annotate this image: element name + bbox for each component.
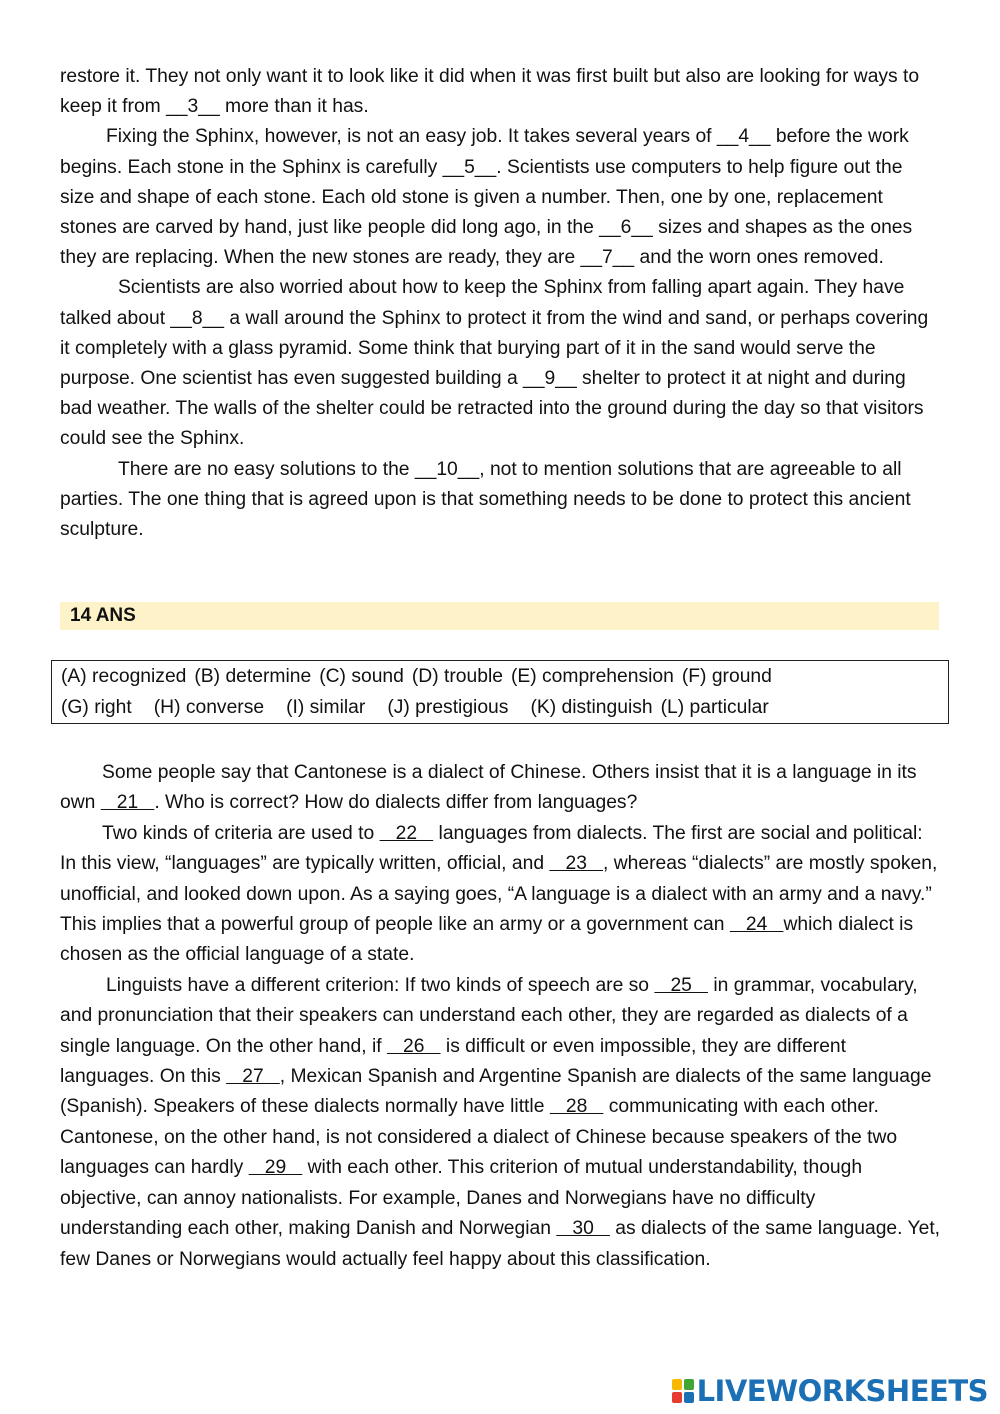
passage-text: Linguists have a different criterion: If two kinds of speech are so: [106, 974, 655, 996]
dialects-paragraph-2: [60, 819, 942, 971]
passage-text: , whereas “dialects” are mostly spoken, unofficial, and looked down upon. As a saying goes, “A language is a dialect with an army and a navy.” This implies that a powerful group of people like an army or a government can: [60, 853, 938, 936]
dialects-paragraph-1: [60, 758, 942, 819]
word-option: (B) determine: [194, 666, 312, 687]
blank-30[interactable]: 30: [556, 1218, 610, 1240]
blank-23[interactable]: 23: [549, 853, 604, 875]
word-option: (F) ground: [681, 666, 772, 687]
passage-paragraph-4: There are no easy solutions to the __10__, not to mention solutions that are agreeable to all parties. The one thing that is agreed upon is that something needs to be done to protect this ancient sculpture.: [60, 458, 911, 541]
blank-29[interactable]: 29: [248, 1157, 303, 1179]
passage-text: is difficult or even impossible, they are different languages. On this: [60, 1035, 847, 1088]
word-option: (G) right: [61, 696, 132, 718]
word-bank-row-2: [61, 693, 939, 724]
word-option: (J) prestigious: [387, 696, 509, 718]
word-option: (H) converse: [153, 696, 265, 718]
section-title: 14 ANS: [70, 605, 136, 626]
logo-mark-tile: [672, 1379, 682, 1390]
passage-text: Two kinds of criteria are used to: [102, 822, 380, 844]
word-option: (A) recognized: [61, 666, 187, 687]
passage-text: in grammar, vocabulary, and pronunciation that their speakers can understand each other, they are regarded as dialects of a single language. On the other hand, if: [60, 974, 918, 1057]
sphinx-passage: [60, 62, 942, 545]
passage-paragraph-1: restore it. They not only want it to look like it did when it was first built but also are looking for ways to keep it from __3__ more than it has.: [60, 66, 920, 118]
blank-26[interactable]: 26: [386, 1035, 441, 1057]
word-option: (K) distinguish: [530, 696, 653, 718]
logo-text: LIVEWORKSHEETS: [696, 1374, 988, 1408]
word-option: (I) similar: [286, 696, 366, 718]
passage-paragraph-3: Scientists are also worried about how to keep the Sphinx from falling apart again. They have talked about __8__ a wall around the Sphinx to protect it from the wind and sand, or perhaps covering it completely with a glass pyramid. Some think that burying part of it in the sand would serve the purpose. One scientist has even suggested building a __9__ shelter to protect it at night and during bad weather. The walls of the shelter could be retracted into the ground during the day so that visitors could see the Sphinx.: [60, 277, 929, 450]
passage-text: , Mexican Spanish and Argentine Spanish are dialects of the same language (Spanish). Speakers of these dialects normally have little: [60, 1066, 932, 1118]
passage-text: . Who is correct? How do dialects differ from languages?: [154, 792, 638, 814]
dialects-paragraph-3: [60, 971, 942, 1275]
passage-text: with each other. This criterion of mutual understandability, though objective, can annoy nationalists. For example, Danes and Norwegians have no difficulty understanding each other, making Danish and Norwegian: [60, 1157, 863, 1240]
blank-27[interactable]: 27: [226, 1066, 280, 1088]
logo-mark-tile: [672, 1392, 682, 1403]
passage-text: as dialects of the same language. Yet, few Danes or Norwegians would actually feel happy about this classification.: [60, 1218, 941, 1270]
dialects-passage: [60, 758, 942, 1275]
logo-mark-tile: [684, 1392, 694, 1403]
blank-25[interactable]: 25: [654, 974, 708, 996]
blank-24[interactable]: 24: [729, 914, 784, 936]
word-option: (L) particular: [660, 696, 769, 718]
word-option: (E) comprehension: [510, 666, 674, 687]
section-header: [60, 602, 939, 630]
blank-22[interactable]: 22: [379, 822, 434, 844]
word-bank-row-1: [61, 662, 939, 693]
passage-text: languages from dialects. The first are social and political: In this view, “languages” are typically written, official, and: [60, 822, 923, 875]
logo-mark-tile: [684, 1379, 694, 1390]
passage-text: which dialect is chosen as the official language of a state.: [60, 914, 914, 966]
blank-28[interactable]: 28: [549, 1096, 604, 1118]
passage-text: communicating with each other. Cantonese, on the other hand, is not considered a dialect of Chinese because speakers of the two languages can hardly: [60, 1096, 898, 1179]
blank-21[interactable]: 21: [100, 792, 155, 814]
word-option: (D) trouble: [411, 666, 503, 687]
word-option: (C) sound: [319, 666, 404, 687]
passage-paragraph-2: Fixing the Sphinx, however, is not an easy job. It takes several years of __4__ before the work begins. Each stone in the Sphinx is carefully __5__. Scientists use computers to help figure out the size and shape of each stone. Each old stone is given a number. Then, one by one, replacement stones are carved by hand, just like people did long ago, in the __6__ sizes and shapes as the ones they are replacing. When the new stones are ready, they are __7__ and the worn ones removed.: [60, 126, 913, 269]
liveworksheets-logo-icon: [672, 1379, 694, 1403]
word-bank: [51, 660, 949, 724]
passage-text: Some people say that Cantonese is a dialect of Chinese. Others insist that it is a language in its own: [60, 762, 917, 814]
liveworksheets-logo: [672, 1374, 988, 1408]
